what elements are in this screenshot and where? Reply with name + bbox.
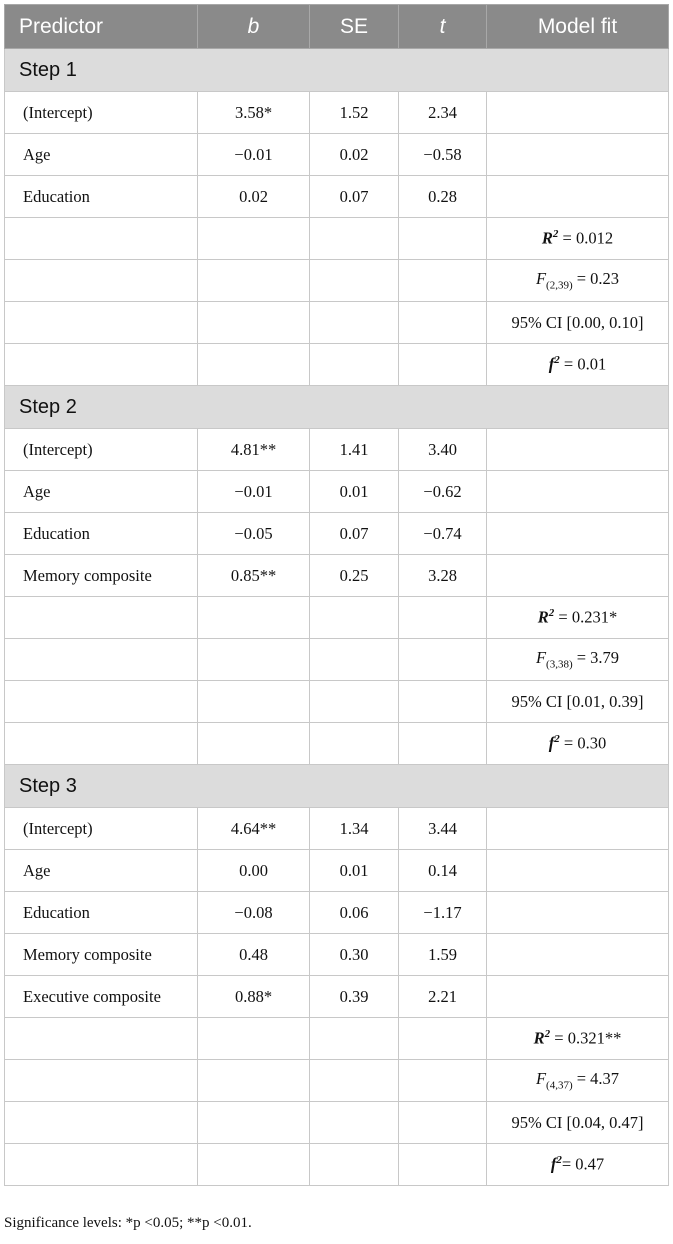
empty-cell: [198, 639, 310, 681]
fit-row: [5, 597, 669, 639]
model-fit-ci-part: 95% CI [0.01, 0.39]: [511, 691, 644, 711]
predictor-cell: Age: [5, 850, 198, 892]
model-fit-r2-part: R: [537, 607, 549, 627]
model-fit-cell: [487, 555, 669, 597]
fit-row: [5, 1018, 669, 1060]
fit-row: [5, 639, 669, 681]
model-fit-f-part: (4,37): [546, 1079, 573, 1092]
empty-cell: [5, 260, 198, 302]
empty-cell: [5, 597, 198, 639]
b-cell: 0.88*: [198, 976, 310, 1018]
step-row: [5, 386, 669, 429]
se-cell: 0.07: [310, 513, 399, 555]
fit-row: [5, 1060, 669, 1102]
empty-cell: [310, 302, 399, 344]
empty-cell: [399, 302, 487, 344]
table-row: [5, 134, 669, 176]
empty-cell: [5, 639, 198, 681]
empty-cell: [198, 260, 310, 302]
b-cell: −0.01: [198, 134, 310, 176]
model-fit-f2: [487, 344, 669, 386]
model-fit-cell: [487, 808, 669, 850]
model-fit-ci: [487, 681, 669, 723]
model-fit-cell: [487, 850, 669, 892]
empty-cell: [399, 344, 487, 386]
b-cell: −0.05: [198, 513, 310, 555]
empty-cell: [5, 302, 198, 344]
t-cell: −0.58: [399, 134, 487, 176]
empty-cell: [198, 723, 310, 765]
model-fit-r2-part: 2: [548, 607, 555, 620]
se-cell: 0.39: [310, 976, 399, 1018]
empty-cell: [5, 1060, 198, 1102]
empty-cell: [5, 681, 198, 723]
predictor-cell: (Intercept): [5, 429, 198, 471]
model-fit-f2-part: f: [548, 733, 555, 753]
model-fit-f-part: F: [535, 648, 547, 668]
t-cell: 0.14: [399, 850, 487, 892]
t-cell: −0.62: [399, 471, 487, 513]
model-fit-f-part: (2,39): [546, 279, 573, 292]
fit-row: [5, 1102, 669, 1144]
model-fit-f2-part: = 0.47: [561, 1154, 605, 1174]
step-label: Step 2: [5, 386, 669, 429]
predictor-cell: Memory composite: [5, 555, 198, 597]
model-fit-f2: [487, 1144, 669, 1186]
model-fit-r2-part: R: [533, 1028, 545, 1048]
table-row: [5, 176, 669, 218]
empty-cell: [399, 260, 487, 302]
empty-cell: [5, 723, 198, 765]
se-cell: 0.06: [310, 892, 399, 934]
table-row: [5, 513, 669, 555]
step-label: Step 3: [5, 765, 669, 808]
empty-cell: [198, 1102, 310, 1144]
model-fit-r2-part: = 0.231*: [554, 607, 618, 627]
table-row: [5, 934, 669, 976]
t-cell: 0.28: [399, 176, 487, 218]
table-row: [5, 892, 669, 934]
empty-cell: [198, 597, 310, 639]
header-predictor: Predictor: [5, 5, 198, 49]
t-cell: 3.28: [399, 555, 487, 597]
model-fit-cell: [487, 513, 669, 555]
empty-cell: [399, 723, 487, 765]
empty-cell: [310, 597, 399, 639]
model-fit-f2-part: 2: [554, 733, 560, 746]
empty-cell: [5, 344, 198, 386]
empty-cell: [198, 302, 310, 344]
t-cell: 3.44: [399, 808, 487, 850]
t-cell: −1.17: [399, 892, 487, 934]
model-fit-ci: [487, 1102, 669, 1144]
empty-cell: [399, 681, 487, 723]
model-fit-r2-part: 2: [544, 1028, 551, 1041]
se-cell: 0.25: [310, 555, 399, 597]
table-row: [5, 808, 669, 850]
empty-cell: [5, 218, 198, 260]
empty-cell: [310, 1102, 399, 1144]
empty-cell: [198, 218, 310, 260]
header-se: SE: [310, 5, 399, 49]
empty-cell: [399, 1102, 487, 1144]
b-cell: 0.00: [198, 850, 310, 892]
model-fit-cell: [487, 471, 669, 513]
table-row: [5, 429, 669, 471]
se-cell: 0.01: [310, 850, 399, 892]
model-fit-cell: [487, 976, 669, 1018]
model-fit-f2-part: f: [550, 1154, 557, 1174]
b-cell: 0.02: [198, 176, 310, 218]
table-row: [5, 976, 669, 1018]
step-row: [5, 765, 669, 808]
model-fit-f-part: (3,38): [546, 658, 573, 671]
table-row: [5, 92, 669, 134]
model-fit-cell: [487, 892, 669, 934]
b-cell: −0.01: [198, 471, 310, 513]
se-cell: 0.02: [310, 134, 399, 176]
empty-cell: [5, 1144, 198, 1186]
model-fit-cell: [487, 134, 669, 176]
model-fit-f2-part: = 0.30: [559, 733, 607, 753]
table-row: [5, 850, 669, 892]
fit-row: [5, 723, 669, 765]
empty-cell: [399, 1018, 487, 1060]
model-fit-f2-part: 2: [554, 354, 560, 367]
b-cell: 4.64**: [198, 808, 310, 850]
header-model-fit: Model fit: [487, 5, 669, 49]
fit-row: [5, 218, 669, 260]
model-fit-f: [487, 639, 669, 681]
se-cell: 0.30: [310, 934, 399, 976]
empty-cell: [399, 1144, 487, 1186]
header-t: t: [399, 5, 487, 49]
b-cell: 4.81**: [198, 429, 310, 471]
model-fit-f-part: F: [535, 1069, 547, 1089]
model-fit-r2-part: = 0.012: [558, 228, 614, 248]
model-fit-ci: [487, 302, 669, 344]
model-fit-f2: [487, 723, 669, 765]
empty-cell: [5, 1018, 198, 1060]
model-fit-f: [487, 1060, 669, 1102]
predictor-cell: Education: [5, 176, 198, 218]
empty-cell: [310, 218, 399, 260]
b-cell: 3.58*: [198, 92, 310, 134]
empty-cell: [310, 1060, 399, 1102]
model-fit-cell: [487, 176, 669, 218]
footnote: Significance levels: *p <0.05; **p <0.01.: [4, 1215, 252, 1231]
empty-cell: [198, 1060, 310, 1102]
t-cell: 3.40: [399, 429, 487, 471]
empty-cell: [310, 723, 399, 765]
model-fit-cell: [487, 934, 669, 976]
fit-row: [5, 302, 669, 344]
b-cell: 0.48: [198, 934, 310, 976]
model-fit-cell: [487, 92, 669, 134]
model-fit-cell: [487, 429, 669, 471]
t-cell: 2.21: [399, 976, 487, 1018]
empty-cell: [198, 681, 310, 723]
predictor-cell: Age: [5, 134, 198, 176]
model-fit-f-part: F: [535, 269, 547, 289]
t-cell: −0.74: [399, 513, 487, 555]
fit-row: [5, 681, 669, 723]
predictor-cell: Education: [5, 892, 198, 934]
empty-cell: [198, 1018, 310, 1060]
header-b: b: [198, 5, 310, 49]
se-cell: 0.01: [310, 471, 399, 513]
model-fit-ci-part: 95% CI [0.00, 0.10]: [511, 312, 644, 332]
b-cell: −0.08: [198, 892, 310, 934]
se-cell: 0.07: [310, 176, 399, 218]
step-label: Step 1: [5, 49, 669, 92]
predictor-cell: Education: [5, 513, 198, 555]
empty-cell: [310, 639, 399, 681]
empty-cell: [399, 218, 487, 260]
model-fit-f: [487, 260, 669, 302]
predictor-cell: (Intercept): [5, 92, 198, 134]
model-fit-f2-part: 2: [556, 1154, 562, 1167]
predictor-cell: Age: [5, 471, 198, 513]
empty-cell: [399, 1060, 487, 1102]
se-cell: 1.41: [310, 429, 399, 471]
model-fit-r2-part: = 0.321**: [550, 1028, 622, 1048]
model-fit-f2-part: = 0.01: [559, 354, 607, 374]
se-cell: 1.34: [310, 808, 399, 850]
empty-cell: [310, 344, 399, 386]
table-row: [5, 555, 669, 597]
empty-cell: [399, 597, 487, 639]
predictor-cell: Executive composite: [5, 976, 198, 1018]
empty-cell: [5, 1102, 198, 1144]
empty-cell: [399, 639, 487, 681]
b-cell: 0.85**: [198, 555, 310, 597]
predictor-cell: (Intercept): [5, 808, 198, 850]
model-fit-f-part: = 3.79: [572, 648, 620, 668]
t-cell: 2.34: [399, 92, 487, 134]
regression-table: [4, 4, 669, 1186]
se-cell: 1.52: [310, 92, 399, 134]
model-fit-f-part: = 4.37: [572, 1069, 620, 1089]
empty-cell: [310, 1018, 399, 1060]
model-fit-r2: [487, 1018, 669, 1060]
t-cell: 1.59: [399, 934, 487, 976]
model-fit-r2-part: 2: [552, 228, 559, 241]
model-fit-f2-part: f: [548, 354, 555, 374]
empty-cell: [310, 1144, 399, 1186]
fit-row: [5, 1144, 669, 1186]
fit-row: [5, 344, 669, 386]
model-fit-r2: [487, 218, 669, 260]
header-row: [5, 5, 669, 49]
model-fit-ci-part: 95% CI [0.04, 0.47]: [511, 1112, 644, 1132]
model-fit-f-part: = 0.23: [572, 269, 620, 289]
predictor-cell: Memory composite: [5, 934, 198, 976]
empty-cell: [310, 260, 399, 302]
step-row: [5, 49, 669, 92]
empty-cell: [198, 344, 310, 386]
model-fit-r2: [487, 597, 669, 639]
fit-row: [5, 260, 669, 302]
empty-cell: [310, 681, 399, 723]
model-fit-r2-part: R: [541, 228, 553, 248]
empty-cell: [198, 1144, 310, 1186]
table-row: [5, 471, 669, 513]
